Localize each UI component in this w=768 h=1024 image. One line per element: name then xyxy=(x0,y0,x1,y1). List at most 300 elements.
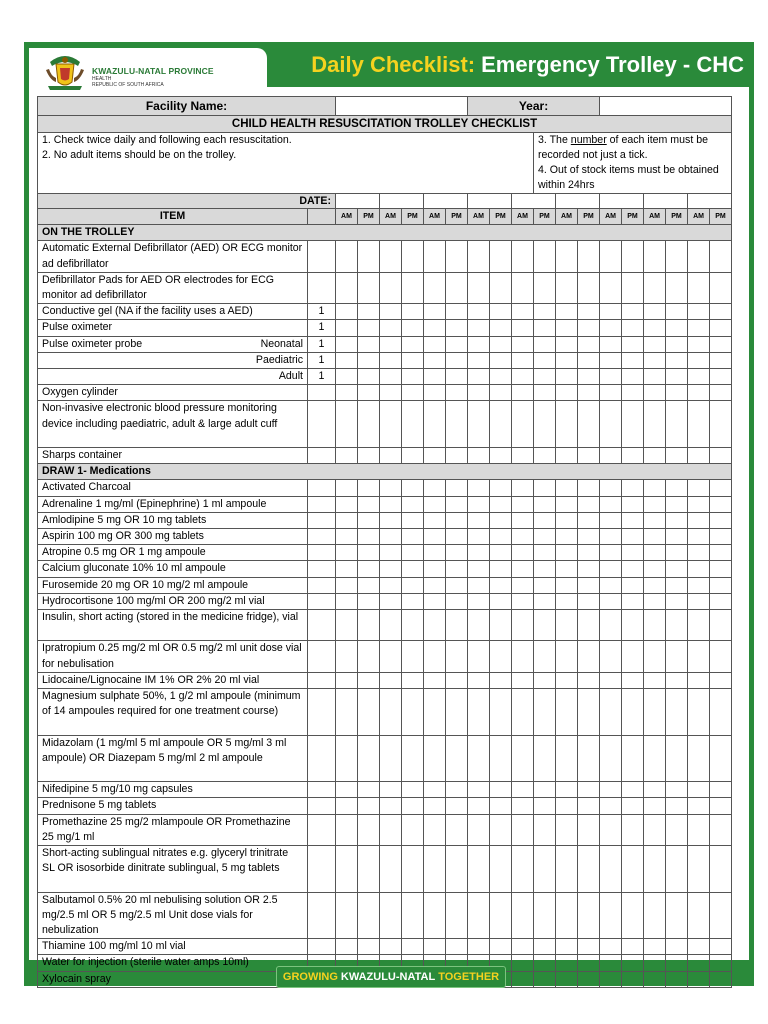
check-cell[interactable] xyxy=(556,610,578,641)
check-cell[interactable] xyxy=(446,892,468,939)
check-cell[interactable] xyxy=(578,496,600,512)
check-cell[interactable] xyxy=(446,610,468,641)
check-cell[interactable] xyxy=(688,320,710,336)
check-cell[interactable] xyxy=(666,610,688,641)
check-cell[interactable] xyxy=(556,735,578,782)
check-cell[interactable] xyxy=(336,401,358,448)
check-cell[interactable] xyxy=(468,782,490,798)
check-cell[interactable] xyxy=(490,336,512,352)
check-cell[interactable] xyxy=(688,369,710,385)
date-field[interactable] xyxy=(556,194,600,209)
check-cell[interactable] xyxy=(534,385,556,401)
check-cell[interactable] xyxy=(600,782,622,798)
check-cell[interactable] xyxy=(600,480,622,496)
check-cell[interactable] xyxy=(336,241,358,272)
check-cell[interactable] xyxy=(490,241,512,272)
check-cell[interactable] xyxy=(358,610,380,641)
check-cell[interactable] xyxy=(710,939,732,955)
check-cell[interactable] xyxy=(556,939,578,955)
date-field[interactable] xyxy=(688,194,732,209)
check-cell[interactable] xyxy=(402,352,424,368)
check-cell[interactable] xyxy=(468,448,490,464)
check-cell[interactable] xyxy=(380,480,402,496)
check-cell[interactable] xyxy=(358,369,380,385)
check-cell[interactable] xyxy=(380,272,402,303)
check-cell[interactable] xyxy=(622,641,644,672)
check-cell[interactable] xyxy=(666,577,688,593)
check-cell[interactable] xyxy=(490,892,512,939)
check-cell[interactable] xyxy=(490,610,512,641)
check-cell[interactable] xyxy=(622,304,644,320)
check-cell[interactable] xyxy=(468,529,490,545)
check-cell[interactable] xyxy=(600,735,622,782)
check-cell[interactable] xyxy=(644,971,666,987)
check-cell[interactable] xyxy=(578,272,600,303)
check-cell[interactable] xyxy=(688,561,710,577)
check-cell[interactable] xyxy=(490,385,512,401)
check-cell[interactable] xyxy=(512,641,534,672)
check-cell[interactable] xyxy=(534,782,556,798)
check-cell[interactable] xyxy=(402,939,424,955)
check-cell[interactable] xyxy=(578,641,600,672)
check-cell[interactable] xyxy=(512,401,534,448)
check-cell[interactable] xyxy=(490,672,512,688)
check-cell[interactable] xyxy=(446,782,468,798)
check-cell[interactable] xyxy=(512,846,534,893)
check-cell[interactable] xyxy=(644,352,666,368)
check-cell[interactable] xyxy=(402,561,424,577)
check-cell[interactable] xyxy=(710,529,732,545)
check-cell[interactable] xyxy=(424,814,446,845)
check-cell[interactable] xyxy=(446,272,468,303)
check-cell[interactable] xyxy=(710,320,732,336)
check-cell[interactable] xyxy=(402,401,424,448)
check-cell[interactable] xyxy=(578,610,600,641)
check-cell[interactable] xyxy=(600,272,622,303)
check-cell[interactable] xyxy=(578,689,600,736)
check-cell[interactable] xyxy=(534,735,556,782)
check-cell[interactable] xyxy=(710,577,732,593)
check-cell[interactable] xyxy=(336,352,358,368)
check-cell[interactable] xyxy=(446,735,468,782)
check-cell[interactable] xyxy=(446,401,468,448)
check-cell[interactable] xyxy=(600,352,622,368)
check-cell[interactable] xyxy=(644,955,666,971)
check-cell[interactable] xyxy=(336,814,358,845)
check-cell[interactable] xyxy=(710,385,732,401)
check-cell[interactable] xyxy=(688,672,710,688)
check-cell[interactable] xyxy=(402,641,424,672)
check-cell[interactable] xyxy=(512,480,534,496)
check-cell[interactable] xyxy=(358,496,380,512)
check-cell[interactable] xyxy=(710,892,732,939)
check-cell[interactable] xyxy=(622,401,644,448)
check-cell[interactable] xyxy=(512,369,534,385)
check-cell[interactable] xyxy=(622,369,644,385)
check-cell[interactable] xyxy=(358,735,380,782)
check-cell[interactable] xyxy=(644,241,666,272)
check-cell[interactable] xyxy=(688,892,710,939)
check-cell[interactable] xyxy=(622,545,644,561)
check-cell[interactable] xyxy=(336,336,358,352)
check-cell[interactable] xyxy=(534,641,556,672)
check-cell[interactable] xyxy=(710,496,732,512)
check-cell[interactable] xyxy=(402,480,424,496)
check-cell[interactable] xyxy=(578,939,600,955)
check-cell[interactable] xyxy=(710,241,732,272)
check-cell[interactable] xyxy=(468,892,490,939)
check-cell[interactable] xyxy=(600,593,622,609)
check-cell[interactable] xyxy=(622,352,644,368)
check-cell[interactable] xyxy=(666,241,688,272)
check-cell[interactable] xyxy=(556,369,578,385)
check-cell[interactable] xyxy=(490,782,512,798)
check-cell[interactable] xyxy=(336,610,358,641)
check-cell[interactable] xyxy=(688,336,710,352)
check-cell[interactable] xyxy=(644,272,666,303)
check-cell[interactable] xyxy=(380,320,402,336)
check-cell[interactable] xyxy=(402,369,424,385)
check-cell[interactable] xyxy=(512,892,534,939)
check-cell[interactable] xyxy=(358,561,380,577)
check-cell[interactable] xyxy=(644,672,666,688)
check-cell[interactable] xyxy=(534,814,556,845)
check-cell[interactable] xyxy=(424,641,446,672)
check-cell[interactable] xyxy=(512,241,534,272)
check-cell[interactable] xyxy=(622,448,644,464)
check-cell[interactable] xyxy=(600,320,622,336)
check-cell[interactable] xyxy=(490,352,512,368)
check-cell[interactable] xyxy=(380,545,402,561)
check-cell[interactable] xyxy=(556,352,578,368)
check-cell[interactable] xyxy=(578,336,600,352)
check-cell[interactable] xyxy=(402,336,424,352)
check-cell[interactable] xyxy=(688,241,710,272)
check-cell[interactable] xyxy=(556,782,578,798)
check-cell[interactable] xyxy=(336,577,358,593)
check-cell[interactable] xyxy=(336,529,358,545)
check-cell[interactable] xyxy=(490,480,512,496)
check-cell[interactable] xyxy=(622,971,644,987)
check-cell[interactable] xyxy=(710,545,732,561)
check-cell[interactable] xyxy=(622,512,644,528)
check-cell[interactable] xyxy=(358,892,380,939)
check-cell[interactable] xyxy=(380,672,402,688)
check-cell[interactable] xyxy=(578,814,600,845)
check-cell[interactable] xyxy=(534,672,556,688)
check-cell[interactable] xyxy=(446,814,468,845)
check-cell[interactable] xyxy=(512,939,534,955)
check-cell[interactable] xyxy=(666,672,688,688)
check-cell[interactable] xyxy=(512,545,534,561)
check-cell[interactable] xyxy=(710,561,732,577)
check-cell[interactable] xyxy=(710,672,732,688)
check-cell[interactable] xyxy=(556,971,578,987)
check-cell[interactable] xyxy=(446,939,468,955)
check-cell[interactable] xyxy=(534,689,556,736)
check-cell[interactable] xyxy=(402,672,424,688)
check-cell[interactable] xyxy=(710,610,732,641)
check-cell[interactable] xyxy=(380,352,402,368)
check-cell[interactable] xyxy=(534,529,556,545)
check-cell[interactable] xyxy=(600,385,622,401)
check-cell[interactable] xyxy=(402,735,424,782)
check-cell[interactable] xyxy=(556,512,578,528)
check-cell[interactable] xyxy=(556,846,578,893)
check-cell[interactable] xyxy=(358,352,380,368)
check-cell[interactable] xyxy=(622,593,644,609)
check-cell[interactable] xyxy=(402,814,424,845)
check-cell[interactable] xyxy=(644,448,666,464)
check-cell[interactable] xyxy=(688,512,710,528)
check-cell[interactable] xyxy=(644,320,666,336)
check-cell[interactable] xyxy=(666,561,688,577)
check-cell[interactable] xyxy=(402,304,424,320)
check-cell[interactable] xyxy=(556,814,578,845)
check-cell[interactable] xyxy=(336,672,358,688)
check-cell[interactable] xyxy=(380,689,402,736)
check-cell[interactable] xyxy=(490,512,512,528)
check-cell[interactable] xyxy=(512,272,534,303)
date-field[interactable] xyxy=(512,194,556,209)
check-cell[interactable] xyxy=(512,529,534,545)
check-cell[interactable] xyxy=(468,241,490,272)
check-cell[interactable] xyxy=(534,272,556,303)
check-cell[interactable] xyxy=(490,641,512,672)
check-cell[interactable] xyxy=(534,955,556,971)
check-cell[interactable] xyxy=(380,496,402,512)
check-cell[interactable] xyxy=(402,782,424,798)
check-cell[interactable] xyxy=(688,385,710,401)
check-cell[interactable] xyxy=(600,971,622,987)
check-cell[interactable] xyxy=(622,814,644,845)
check-cell[interactable] xyxy=(380,401,402,448)
check-cell[interactable] xyxy=(380,735,402,782)
check-cell[interactable] xyxy=(666,496,688,512)
check-cell[interactable] xyxy=(644,496,666,512)
check-cell[interactable] xyxy=(468,480,490,496)
check-cell[interactable] xyxy=(534,593,556,609)
check-cell[interactable] xyxy=(710,814,732,845)
check-cell[interactable] xyxy=(424,401,446,448)
check-cell[interactable] xyxy=(600,955,622,971)
check-cell[interactable] xyxy=(358,577,380,593)
check-cell[interactable] xyxy=(578,448,600,464)
check-cell[interactable] xyxy=(556,672,578,688)
check-cell[interactable] xyxy=(468,401,490,448)
check-cell[interactable] xyxy=(666,846,688,893)
check-cell[interactable] xyxy=(534,320,556,336)
check-cell[interactable] xyxy=(446,593,468,609)
check-cell[interactable] xyxy=(380,782,402,798)
check-cell[interactable] xyxy=(622,735,644,782)
check-cell[interactable] xyxy=(490,846,512,893)
check-cell[interactable] xyxy=(490,401,512,448)
check-cell[interactable] xyxy=(380,369,402,385)
check-cell[interactable] xyxy=(600,241,622,272)
check-cell[interactable] xyxy=(380,641,402,672)
check-cell[interactable] xyxy=(556,304,578,320)
check-cell[interactable] xyxy=(622,892,644,939)
check-cell[interactable] xyxy=(600,798,622,814)
check-cell[interactable] xyxy=(666,304,688,320)
check-cell[interactable] xyxy=(336,320,358,336)
check-cell[interactable] xyxy=(710,272,732,303)
check-cell[interactable] xyxy=(600,892,622,939)
check-cell[interactable] xyxy=(666,971,688,987)
check-cell[interactable] xyxy=(622,529,644,545)
check-cell[interactable] xyxy=(688,610,710,641)
check-cell[interactable] xyxy=(358,939,380,955)
date-field[interactable] xyxy=(600,194,644,209)
check-cell[interactable] xyxy=(622,320,644,336)
check-cell[interactable] xyxy=(380,529,402,545)
check-cell[interactable] xyxy=(490,545,512,561)
check-cell[interactable] xyxy=(424,672,446,688)
check-cell[interactable] xyxy=(644,401,666,448)
check-cell[interactable] xyxy=(468,846,490,893)
check-cell[interactable] xyxy=(512,448,534,464)
check-cell[interactable] xyxy=(446,369,468,385)
check-cell[interactable] xyxy=(468,577,490,593)
check-cell[interactable] xyxy=(468,352,490,368)
check-cell[interactable] xyxy=(710,782,732,798)
check-cell[interactable] xyxy=(402,448,424,464)
check-cell[interactable] xyxy=(666,892,688,939)
check-cell[interactable] xyxy=(578,512,600,528)
check-cell[interactable] xyxy=(644,939,666,955)
check-cell[interactable] xyxy=(578,782,600,798)
check-cell[interactable] xyxy=(446,320,468,336)
check-cell[interactable] xyxy=(710,512,732,528)
check-cell[interactable] xyxy=(358,512,380,528)
check-cell[interactable] xyxy=(358,448,380,464)
check-cell[interactable] xyxy=(468,593,490,609)
facility-name-field[interactable] xyxy=(336,97,468,116)
check-cell[interactable] xyxy=(556,561,578,577)
check-cell[interactable] xyxy=(534,480,556,496)
check-cell[interactable] xyxy=(710,352,732,368)
check-cell[interactable] xyxy=(468,272,490,303)
check-cell[interactable] xyxy=(512,336,534,352)
check-cell[interactable] xyxy=(556,577,578,593)
check-cell[interactable] xyxy=(336,545,358,561)
check-cell[interactable] xyxy=(622,955,644,971)
check-cell[interactable] xyxy=(512,352,534,368)
check-cell[interactable] xyxy=(600,689,622,736)
check-cell[interactable] xyxy=(578,798,600,814)
check-cell[interactable] xyxy=(380,577,402,593)
check-cell[interactable] xyxy=(534,939,556,955)
check-cell[interactable] xyxy=(710,480,732,496)
check-cell[interactable] xyxy=(688,939,710,955)
check-cell[interactable] xyxy=(446,336,468,352)
check-cell[interactable] xyxy=(600,529,622,545)
check-cell[interactable] xyxy=(446,798,468,814)
check-cell[interactable] xyxy=(468,610,490,641)
check-cell[interactable] xyxy=(644,577,666,593)
check-cell[interactable] xyxy=(644,593,666,609)
check-cell[interactable] xyxy=(710,846,732,893)
check-cell[interactable] xyxy=(402,272,424,303)
check-cell[interactable] xyxy=(600,336,622,352)
check-cell[interactable] xyxy=(600,448,622,464)
check-cell[interactable] xyxy=(358,529,380,545)
check-cell[interactable] xyxy=(468,939,490,955)
check-cell[interactable] xyxy=(578,401,600,448)
check-cell[interactable] xyxy=(710,689,732,736)
check-cell[interactable] xyxy=(468,304,490,320)
check-cell[interactable] xyxy=(600,561,622,577)
check-cell[interactable] xyxy=(402,241,424,272)
check-cell[interactable] xyxy=(380,593,402,609)
check-cell[interactable] xyxy=(512,320,534,336)
check-cell[interactable] xyxy=(534,241,556,272)
check-cell[interactable] xyxy=(336,369,358,385)
check-cell[interactable] xyxy=(600,545,622,561)
check-cell[interactable] xyxy=(358,545,380,561)
check-cell[interactable] xyxy=(622,480,644,496)
check-cell[interactable] xyxy=(468,336,490,352)
check-cell[interactable] xyxy=(644,814,666,845)
check-cell[interactable] xyxy=(380,512,402,528)
check-cell[interactable] xyxy=(380,846,402,893)
check-cell[interactable] xyxy=(688,496,710,512)
check-cell[interactable] xyxy=(644,545,666,561)
check-cell[interactable] xyxy=(556,892,578,939)
check-cell[interactable] xyxy=(556,798,578,814)
check-cell[interactable] xyxy=(446,496,468,512)
check-cell[interactable] xyxy=(556,336,578,352)
check-cell[interactable] xyxy=(336,735,358,782)
check-cell[interactable] xyxy=(688,304,710,320)
check-cell[interactable] xyxy=(688,448,710,464)
check-cell[interactable] xyxy=(490,496,512,512)
check-cell[interactable] xyxy=(644,304,666,320)
check-cell[interactable] xyxy=(490,272,512,303)
check-cell[interactable] xyxy=(358,480,380,496)
check-cell[interactable] xyxy=(534,971,556,987)
check-cell[interactable] xyxy=(710,304,732,320)
check-cell[interactable] xyxy=(424,241,446,272)
check-cell[interactable] xyxy=(710,369,732,385)
check-cell[interactable] xyxy=(358,241,380,272)
check-cell[interactable] xyxy=(644,641,666,672)
check-cell[interactable] xyxy=(336,480,358,496)
check-cell[interactable] xyxy=(402,496,424,512)
check-cell[interactable] xyxy=(556,448,578,464)
check-cell[interactable] xyxy=(490,577,512,593)
check-cell[interactable] xyxy=(358,401,380,448)
check-cell[interactable] xyxy=(402,798,424,814)
check-cell[interactable] xyxy=(556,529,578,545)
check-cell[interactable] xyxy=(490,369,512,385)
check-cell[interactable] xyxy=(468,814,490,845)
check-cell[interactable] xyxy=(512,672,534,688)
check-cell[interactable] xyxy=(644,735,666,782)
check-cell[interactable] xyxy=(468,641,490,672)
check-cell[interactable] xyxy=(710,336,732,352)
check-cell[interactable] xyxy=(666,689,688,736)
check-cell[interactable] xyxy=(424,610,446,641)
check-cell[interactable] xyxy=(380,241,402,272)
check-cell[interactable] xyxy=(534,512,556,528)
check-cell[interactable] xyxy=(688,352,710,368)
date-field[interactable] xyxy=(380,194,424,209)
check-cell[interactable] xyxy=(556,593,578,609)
check-cell[interactable] xyxy=(358,689,380,736)
check-cell[interactable] xyxy=(600,496,622,512)
